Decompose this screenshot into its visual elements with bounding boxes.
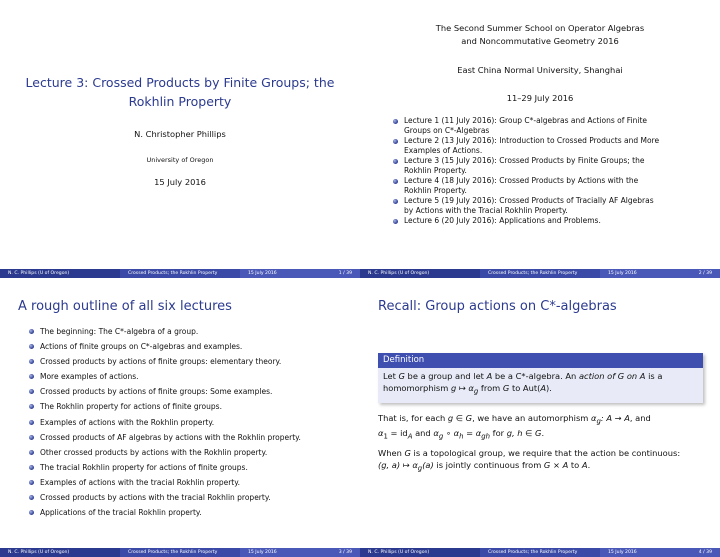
frame-title: A rough outline of all six lectures (18, 299, 232, 314)
footer-date: 15 July 2016 (248, 271, 277, 276)
paragraph-automorphism: That is, for each g ∈ G, we have an automorphism $\alpha_g$: A → A, and $\alpha_1 = id_A$ and $\alpha_g$ ∘ $\alpha_h = \alpha_{gh}$ for g, h ∈ G. (378, 413, 651, 441)
footer-bar (0, 269, 360, 278)
slide-1 (0, 0, 360, 278)
slide-3 (0, 279, 360, 557)
list-item: Crossed products by actions with the tracial Rokhlin property. (26, 490, 351, 505)
list-item: The beginning: The C*-algebra of a group. (26, 324, 351, 339)
bullet-icon (393, 119, 398, 124)
definition-body: Let G be a group and let A be a C*-algebra. An action of G on A is a homomorphism g ↦ $\alpha_g$ from G to Aut(A). (378, 368, 703, 403)
bullet-icon (29, 480, 34, 485)
school-line1: The Second Summer School on Operator Algebras (435, 23, 645, 33)
definition-block (378, 353, 703, 403)
footer-bar (0, 548, 360, 557)
bullet-icon (29, 404, 34, 409)
list-item: Lecture 4 (18 July 2016): Crossed Products by Actions with the Rokhlin Property. (390, 176, 710, 196)
footer-page: 1 / 39 (338, 271, 352, 276)
slide-2 (360, 0, 720, 278)
bullet-icon (29, 329, 34, 334)
footer-author: N. C. Phillips (U of Oregon) (0, 269, 120, 278)
presentation-date: 15 July 2016 (154, 177, 206, 187)
bullet-icon (29, 420, 34, 425)
bullet-icon (29, 359, 34, 364)
bullet-icon (29, 389, 34, 394)
list-item: Examples of actions with the Rokhlin property. (26, 415, 351, 430)
list-item: Crossed products by actions of finite groups: Some examples. (26, 384, 351, 399)
footer-page: 3 / 39 (338, 550, 352, 555)
list-item: More examples of actions. (26, 369, 351, 384)
footer-author: N. C. Phillips (U of Oregon) (360, 548, 480, 557)
list-item: Lecture 6 (20 July 2016): Applications and Problems. (390, 216, 710, 226)
list-item: The Rokhlin property for actions of finite groups. (26, 399, 351, 414)
footer-bar (360, 269, 720, 278)
bullet-icon (29, 344, 34, 349)
list-item: Actions of finite groups on C*-algebras and examples. (26, 339, 351, 354)
bullet-icon (29, 374, 34, 379)
bullet-icon (393, 199, 398, 204)
list-item: Lecture 3 (15 July 2016): Crossed Products by Finite Groups; the Rokhlin Property. (390, 156, 710, 176)
footer-page: 4 / 39 (698, 550, 712, 555)
institution: University of Oregon (146, 156, 214, 164)
footer-date: 15 July 2016 (608, 271, 637, 276)
bullet-icon (29, 435, 34, 440)
footer-page: 2 / 39 (698, 271, 712, 276)
footer-date: 15 July 2016 (608, 550, 637, 555)
bullet-icon (393, 139, 398, 144)
lecture-title-line1: Lecture 3: Crossed Products by Finite Groups; the (25, 75, 335, 90)
lecture-title-line2: Rokhlin Property (128, 94, 232, 109)
list-item: Lecture 1 (11 July 2016): Group C*-algebras and Actions of Finite Groups on C*-Algebras (390, 116, 710, 136)
list-item: Other crossed products by actions with the Rokhlin property. (26, 445, 351, 460)
footer-date: 15 July 2016 (248, 550, 277, 555)
slide-4 (360, 279, 720, 557)
bullet-icon (29, 450, 34, 455)
list-item: Applications of the tracial Rokhlin property. (26, 505, 351, 520)
university: East China Normal University, Shanghai (457, 65, 623, 75)
footer-title: Crossed Products; the Rokhlin Property (480, 548, 600, 557)
list-item: Lecture 2 (13 July 2016): Introduction to Crossed Products and More Examples of Actions. (390, 136, 710, 156)
bullet-icon (29, 465, 34, 470)
outline-list (26, 324, 351, 520)
list-item: Crossed products by actions of finite groups: elementary theory. (26, 354, 351, 369)
footer-title: Crossed Products; the Rokhlin Property (120, 548, 240, 557)
author-name: N. Christopher Phillips (134, 129, 226, 139)
list-item: The tracial Rokhlin property for actions of finite groups. (26, 460, 351, 475)
lecture-list (390, 116, 710, 226)
school-line2: and Noncommutative Geometry 2016 (461, 36, 619, 46)
bullet-icon (29, 510, 34, 515)
list-item: Lecture 5 (19 July 2016): Crossed Products of Tracially AF Algebras by Actions with the Tracial Rokhlin Property. (390, 196, 710, 216)
definition-title: Definition (378, 353, 703, 368)
footer-bar (360, 548, 720, 557)
bullet-icon (29, 495, 34, 500)
school-dates: 11–29 July 2016 (506, 93, 574, 103)
footer-title: Crossed Products; the Rokhlin Property (120, 269, 240, 278)
frame-title: Recall: Group actions on C*-algebras (378, 299, 617, 314)
bullet-icon (393, 179, 398, 184)
footer-title: Crossed Products; the Rokhlin Property (480, 269, 600, 278)
list-item: Examples of actions with the tracial Rokhlin property. (26, 475, 351, 490)
list-item: Crossed products of AF algebras by actions with the Rokhlin property. (26, 430, 351, 445)
bullet-icon (393, 159, 398, 164)
footer-author: N. C. Phillips (U of Oregon) (360, 269, 480, 278)
bullet-icon (393, 219, 398, 224)
footer-author: N. C. Phillips (U of Oregon) (0, 548, 120, 557)
paragraph-continuity: When G is a topological group, we require that the action be continuous: (g, a) ↦ $\alpha_g(a)$ is jointly continuous from G × A to A. (378, 448, 681, 473)
